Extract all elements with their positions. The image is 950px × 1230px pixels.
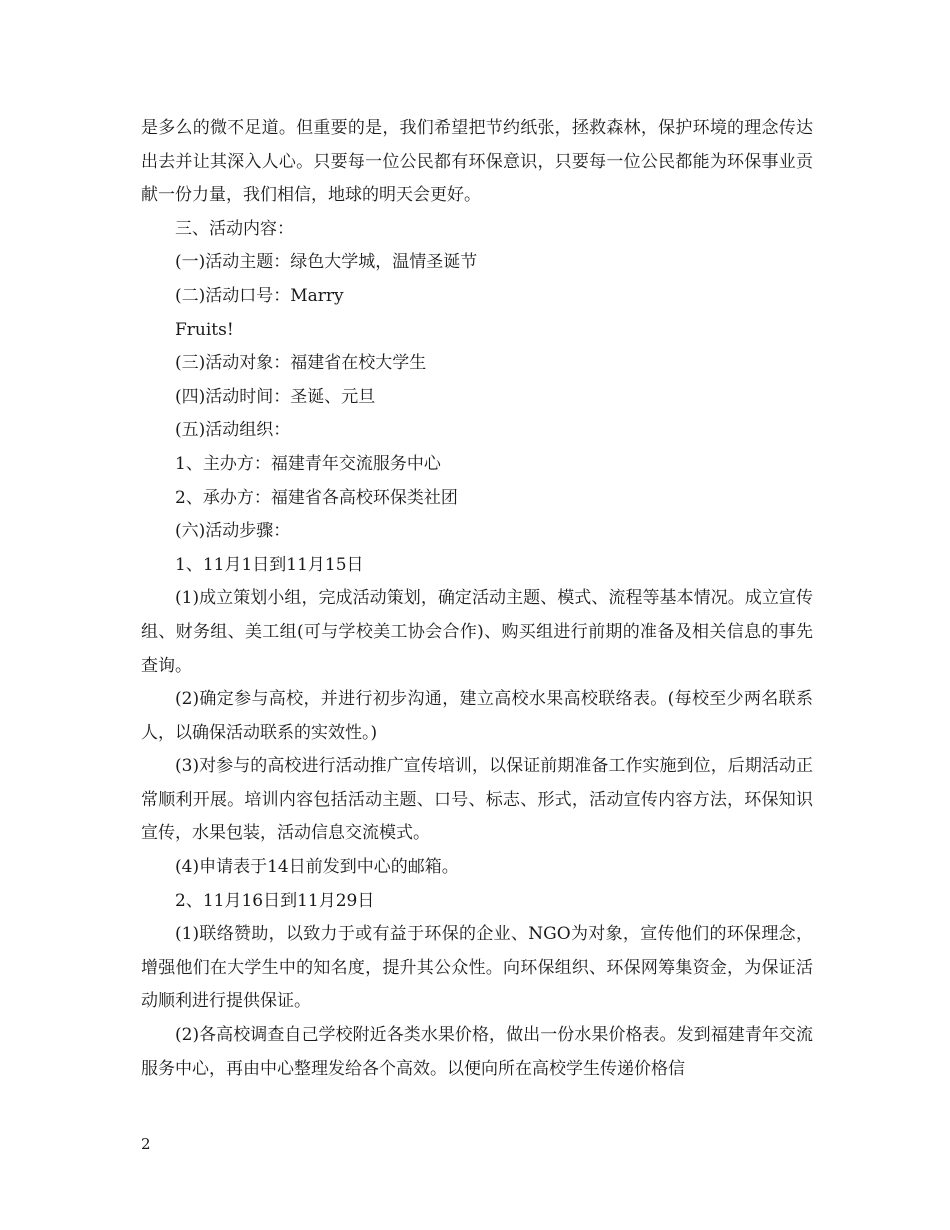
- paragraph-phase-1-step-1: (1)成立策划小组，完成活动策划，确定活动主题、模式、流程等基本情况。成立宣传组、财务组、美工组(可与学校美工协会合作)、购买组进行前期的准备及相关信息的事先查询。: [141, 588, 813, 676]
- paragraph-activity-slogan-continued: Fruits!: [175, 319, 234, 340]
- paragraph-phase-1-step-3: (3)对参与的高校进行活动推广宣传培训，以保证前期准备工作实施到位，后期活动正常顺利开展。培训内容包括活动主题、口号、标志、形式，活动宣传内容方法，环保知识宣传，水果包装，活动信息交流模式。: [141, 756, 813, 844]
- paragraph-phase-1-dates: 1、11月1日到11月15日: [175, 554, 364, 575]
- paragraph-phase-1-step-4: (4)申请表于14日前发到中心的邮箱。: [175, 857, 459, 878]
- paragraph-activity-time: (四)活动时间：圣诞、元旦: [175, 386, 376, 407]
- paragraph-activity-slogan: (二)活动口号：Marry: [175, 285, 344, 306]
- paragraph-phase-1-step-2: (2)确定参与高校，并进行初步沟通，建立高校水果高校联络表。(每校至少两名联系人，以确保活动联系的实效性。): [141, 689, 813, 743]
- page-number: 2: [141, 1135, 151, 1153]
- paragraph-phase-2-dates: 2、11月16日到11月29日: [175, 890, 375, 911]
- paragraph-intro-continuation: 是多么的微不足道。但重要的是，我们希望把节约纸张，拯救森林，保护环境的理念传达出去并让其深入人心。只要每一位公民都有环保意识，只要每一位公民都能为环保事业贡献一份力量，我们相信，地球的明天会更好。: [141, 118, 813, 206]
- paragraph-activity-target: (三)活动对象：福建省在校大学生: [175, 353, 427, 374]
- paragraph-activity-organization: (五)活动组织：: [175, 420, 291, 441]
- paragraph-activity-steps: (六)活动步骤：: [175, 521, 291, 542]
- paragraph-organizer: 2、承办方：福建省各高校环保类社团: [175, 487, 458, 508]
- section-heading-activity-content: 三、活动内容：: [175, 218, 294, 239]
- paragraph-phase-2-step-2: (2)各高校调查自己学校附近各类水果价格，做出一份水果价格表。发到福建青年交流服务中心，再由中心整理发给各个高效。以便向所在高校学生传递价格信: [141, 1025, 813, 1079]
- paragraph-host: 1、主办方：福建青年交流服务中心: [175, 453, 441, 474]
- document-body: [141, 112, 813, 1086]
- paragraph-activity-theme: (一)活动主题：绿色大学城，温情圣诞节: [175, 252, 478, 273]
- paragraph-phase-2-step-1: (1)联络赞助，以致力于或有益于环保的企业、NGO为对象，宣传他们的环保理念，增强他们在大学生中的知名度，提升其公众性。向环保组织、环保网筹集资金，为保证活动顺利进行提供保证。: [141, 924, 813, 1012]
